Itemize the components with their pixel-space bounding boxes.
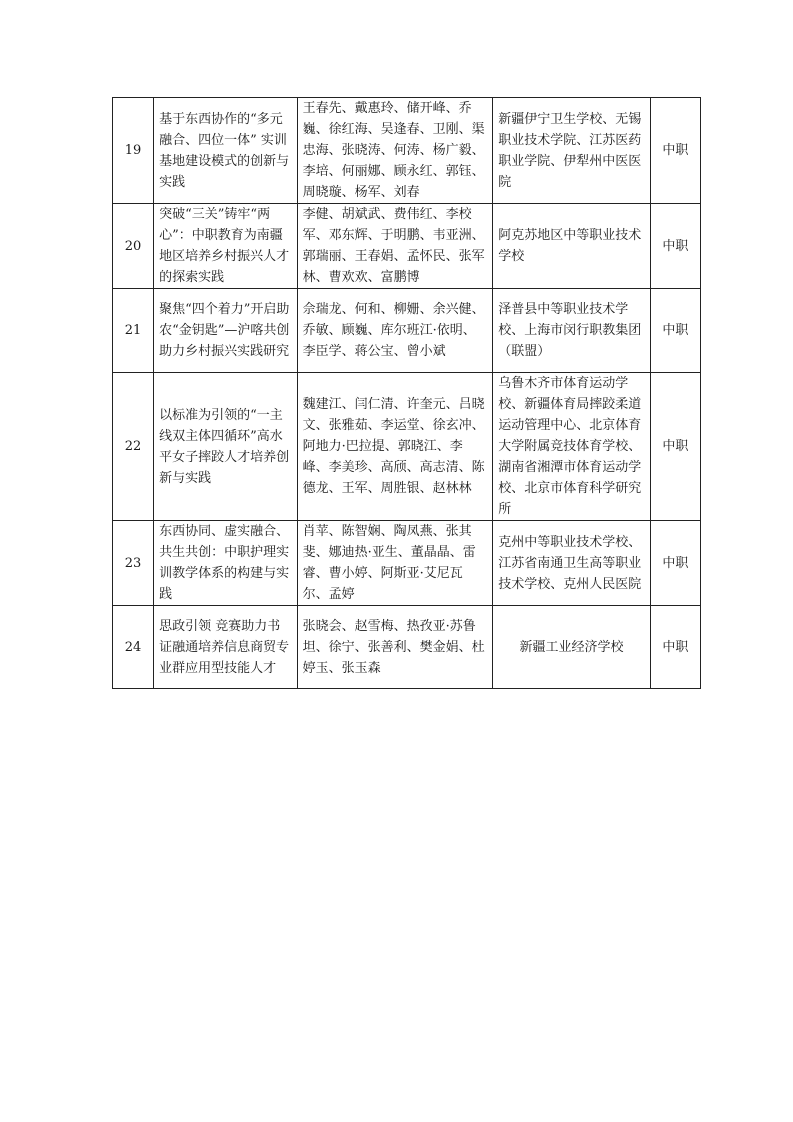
team-members: 李健、胡斌武、费伟红、李校军、邓东辉、于明鹏、韦亚洲、郭瑞丽、王春娟、孟怀民、张军林、曹欢欢、富鹏博 xyxy=(297,204,493,289)
row-number: 21 xyxy=(113,289,154,373)
team-members: 肖苹、陈智娴、陶凤燕、张其斐、娜迪热·亚生、董晶晶、雷睿、曹小婷、阿斯亚·艾尼瓦尔、孟婷 xyxy=(297,521,493,606)
table-row xyxy=(113,373,701,521)
row-number: 22 xyxy=(113,373,154,521)
education-level: 中职 xyxy=(650,521,700,606)
completing-units: 克州中等职业技术学校、江苏省南通卫生高等职业技术学校、克州人民医院 xyxy=(493,521,651,606)
project-title: 突破“三关”铸牢“两心”：中职教育为南疆地区培养乡村振兴人才的探索实践 xyxy=(154,204,297,289)
row-number: 23 xyxy=(113,521,154,606)
team-members: 魏建江、闫仁清、许奎元、吕晓文、张雅茹、李运堂、徐玄冲、阿地力·巴拉提、郭晓江、李峰、李美珍、高颀、高志清、陈德龙、王军、周胜银、赵林林 xyxy=(297,373,493,521)
project-title: 基于东西协作的“多元融合、四位一体” 实训基地建设模式的创新与实践 xyxy=(154,98,297,204)
table-row xyxy=(113,606,701,689)
team-members: 佘瑞龙、何和、柳姗、余兴健、乔敏、顾巍、库尔班江·依明、李臣学、蒋公宝、曾小斌 xyxy=(297,289,493,373)
project-title: 以标准为引领的“一主线双主体四循环”高水平女子摔跤人才培养创新与实践 xyxy=(154,373,297,521)
completing-units: 阿克苏地区中等职业技术学校 xyxy=(493,204,651,289)
table-row xyxy=(113,289,701,373)
completing-units: 乌鲁木齐市体育运动学校、新疆体育局摔跤柔道运动管理中心、北京体育大学附属竞技体育学校、湖南省湘潭市体育运动学校、北京市体育科学研究所 xyxy=(493,373,651,521)
project-title: 聚焦“四个着力”开启助农“金钥匙”—沪喀共创助力乡村振兴实践研究 xyxy=(154,289,297,373)
education-level: 中职 xyxy=(650,289,700,373)
row-number: 19 xyxy=(113,98,154,204)
project-title: 思政引领 竞赛助力书证融通培养信息商贸专业群应用型技能人才 xyxy=(154,606,297,689)
education-level: 中职 xyxy=(650,373,700,521)
table-row xyxy=(113,98,701,204)
completing-units: 泽普县中等职业技术学校、上海市闵行职教集团（联盟） xyxy=(493,289,651,373)
awards-table xyxy=(112,97,701,689)
team-members: 张晓会、赵雪梅、热孜亚·苏鲁坦、徐宁、张善利、樊金娟、杜婷玉、张玉森 xyxy=(297,606,493,689)
project-title: 东西协同、虚实融合、共生共创：中职护理实训教学体系的构建与实践 xyxy=(154,521,297,606)
table-row xyxy=(113,521,701,606)
team-members: 王春先、戴惠玲、储开峰、乔巍、徐红海、吴逢春、卫刚、渠忠海、张晓涛、何涛、杨广毅、李培、何丽娜、顾永红、郭钰、周晓璇、杨军、刘春 xyxy=(297,98,493,204)
completing-units: 新疆工业经济学校 xyxy=(493,606,651,689)
education-level: 中职 xyxy=(650,98,700,204)
row-number: 24 xyxy=(113,606,154,689)
row-number: 20 xyxy=(113,204,154,289)
completing-units: 新疆伊宁卫生学校、无锡职业技术学院、江苏医药职业学院、伊犁州中医医院 xyxy=(493,98,651,204)
education-level: 中职 xyxy=(650,204,700,289)
table-row xyxy=(113,204,701,289)
education-level: 中职 xyxy=(650,606,700,689)
